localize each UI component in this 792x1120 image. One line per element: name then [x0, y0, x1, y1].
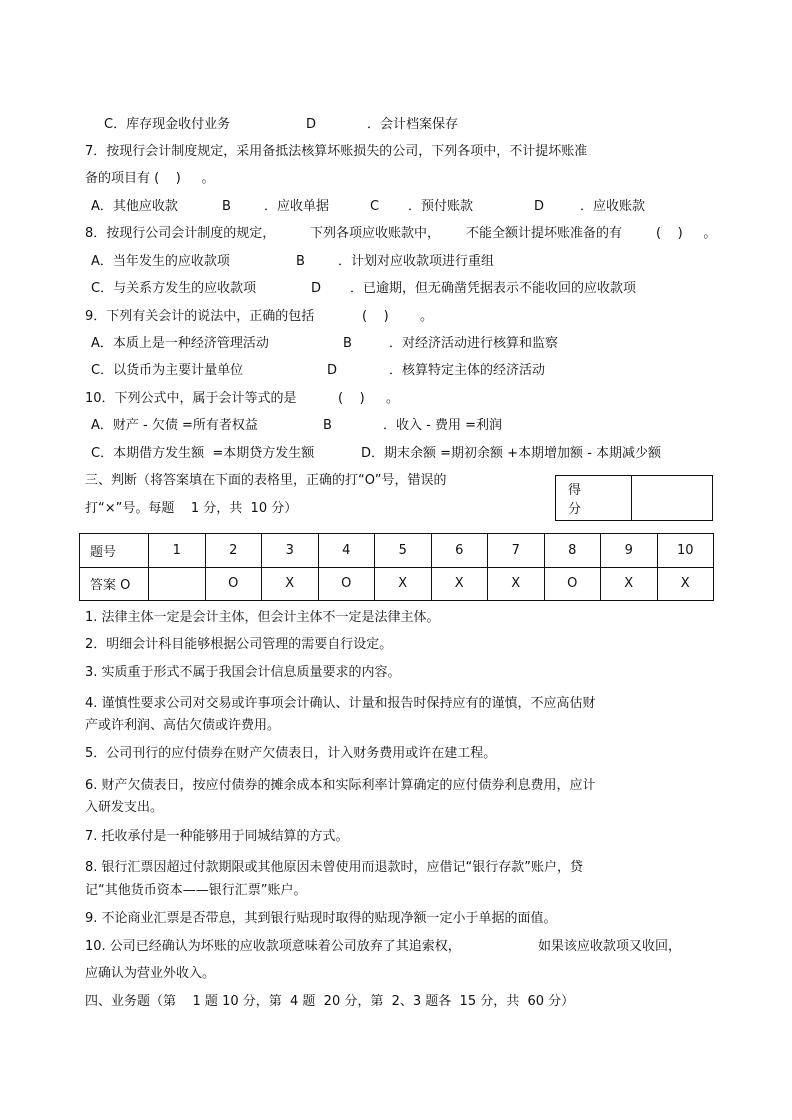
q10-stem: 10．下列公式中，属于会计等式的是 — [85, 391, 297, 406]
q10-option-c: C．本期借方发生额 =本期贷方发生额 — [91, 446, 315, 461]
statement-10-line1-right: 如果该应收款项又收回， — [538, 939, 682, 954]
q8-option-a: A．当年发生的应收款项 — [91, 254, 230, 269]
statement-6-line1: 6. 财产欠债表日，按应付债券的摊余成本和实际利率计算确定的应付债券利息费用，应计 — [85, 778, 596, 793]
answer-cell[interactable]: O — [205, 567, 262, 601]
q7-option-a: A．其他应收款 — [91, 199, 178, 214]
answer-table — [79, 533, 714, 601]
q9-end: 。 — [420, 309, 434, 324]
q7-option-d-text: ．应收账款 — [580, 199, 646, 214]
q9-option-a: A．本质上是一种经济管理活动 — [91, 336, 269, 351]
q10-option-b-text: ．收入 - 费用 =利润 — [383, 418, 502, 433]
q8-option-c: C．与关系方发生的应收款项 — [91, 281, 257, 296]
statement-7: 7. 托收承付是一种能够用于同城结算的方式。 — [85, 829, 349, 844]
answer-cell[interactable]: X — [375, 567, 432, 601]
statement-5: 5．公司刊行的应付债券在财产欠债表日，计入财务费用或许在建工程。 — [85, 746, 497, 761]
question-number-cell: 8 — [544, 534, 601, 568]
answer-cell[interactable]: X — [431, 567, 488, 601]
q6-option-d-text: ．会计档案保存 — [367, 117, 459, 132]
answer-table-number-row — [80, 534, 714, 568]
q9-option-d-text: ．核算特定主体的经济活动 — [389, 363, 546, 378]
score-label: 得分 — [556, 476, 632, 520]
question-number-cell: 1 — [149, 534, 206, 568]
question-number-cell: 7 — [488, 534, 545, 568]
statement-4-line2: 产或许利润、高估欠债或许费用。 — [85, 718, 281, 733]
q10-option-d: D．期末余额 =期初余额 +本期增加额 - 本期减少额 — [361, 446, 662, 461]
q7-option-c-text: ．预付账款 — [408, 199, 474, 214]
q8-stem-part4: ( ) 。 — [656, 226, 717, 241]
section3-title-line1: 三、判断（将答案填在下面的表格里，正确的打“O”号，错误的 — [85, 473, 447, 488]
q7-option-d-letter: D — [534, 199, 545, 214]
q8-stem-part1: 8．按现行公司会计制度的规定， — [85, 226, 276, 241]
q9-option-b-letter: B — [343, 336, 352, 351]
statement-3: 3. 实质重于形式不属于我国会计信息质量要求的内容。 — [85, 665, 401, 680]
q8-stem-part3: 不能全额计提坏账准备的有 — [466, 226, 623, 241]
q9-stem: 9．下列有关会计的说法中，正确的包括 — [85, 309, 315, 324]
question-number-cell: 10 — [657, 534, 714, 568]
answer-cell[interactable]: X — [601, 567, 658, 601]
q8-option-d-letter: D — [311, 281, 322, 296]
section4-title: 四、业务题（第 1 题 10 分，第 4 题 20 分，第 2、3 题各 15 分，共 60 分） — [85, 994, 575, 1009]
q6-option-d-letter: D — [306, 117, 317, 132]
q10-paren: ( ) — [338, 391, 365, 406]
question-number-cell: 2 — [205, 534, 262, 568]
statement-10-line2: 应确认为营业外收入。 — [85, 966, 216, 981]
q7-option-b-text: ．应收单据 — [264, 199, 330, 214]
q6-option-c: C．库存现金收付业务 — [104, 117, 231, 132]
q9-option-c: C．以货币为主要计量单位 — [91, 363, 244, 378]
q8-option-b-text: ．计划对应收款项进行重组 — [338, 254, 495, 269]
section3-title-line2: 打“×”号。每题 1 分，共 10 分） — [85, 501, 298, 516]
statement-10-line1-left: 10. 公司已经确认为坏账的应收款项意味着公司放弃了其追索权， — [85, 939, 461, 954]
question-number-cell: 3 — [262, 534, 319, 568]
q10-option-a: A．财产 - 欠债 =所有者权益 — [91, 418, 258, 433]
question-number-cell: 4 — [318, 534, 375, 568]
q9-option-b-text: ．对经济活动进行核算和监察 — [389, 336, 559, 351]
q8-option-b-letter: B — [296, 254, 305, 269]
statement-4-line1: 4. 谨慎性要求公司对交易或许事项会计确认、计量和报告时保持应有的谨慎，不应高估财 — [85, 696, 596, 711]
q10-option-b-letter: B — [323, 418, 332, 433]
statement-8-line1: 8. 银行汇票因超过付款期限或其他原因未曾使用而退款时，应借记“银行存款”账户，贷 — [85, 860, 584, 875]
answer-header: 答案 O — [80, 567, 149, 601]
q8-option-d-text: ．已逾期，但无确凿凭据表示不能收回的应收款项 — [350, 281, 637, 296]
question-number-cell: 9 — [601, 534, 658, 568]
answer-cell[interactable]: X — [657, 567, 714, 601]
statement-8-line2: 记“其他货币资本——银行汇票”账户。 — [85, 883, 307, 898]
answer-cell[interactable]: O — [318, 567, 375, 601]
q10-end: 。 — [386, 391, 400, 406]
answer-table-answer-row — [80, 567, 714, 601]
answer-cell[interactable]: X — [262, 567, 319, 601]
q7-option-c-letter: C — [370, 199, 380, 214]
q7-option-b-letter: B — [222, 199, 231, 214]
statement-6-line2: 入研发支出。 — [85, 800, 164, 815]
statement-2: 2．明细会计科目能够根据公司管理的需要自行设定。 — [85, 637, 393, 652]
question-number-cell: 5 — [375, 534, 432, 568]
statement-9: 9. 不论商业汇票是否带息，其到银行贴现时取得的贴现净额一定小于单据的面值。 — [85, 911, 557, 926]
score-value-cell[interactable] — [632, 476, 712, 520]
score-box — [555, 475, 713, 521]
q8-stem-part2: 下列各项应收账款中， — [310, 226, 441, 241]
answer-cell[interactable]: O — [544, 567, 601, 601]
q9-option-d-letter: D — [327, 363, 338, 378]
answer-cell[interactable]: X — [488, 567, 545, 601]
question-number-header: 题号 — [80, 534, 149, 568]
answer-cell[interactable] — [149, 567, 206, 601]
q7-stem-line2: 备的项目有 ( ) 。 — [85, 171, 215, 186]
q7-stem-line1: 7．按现行会计制度规定，采用备抵法核算坏账损失的公司，下列各项中，不计提坏账准 — [85, 144, 588, 159]
question-number-cell: 6 — [431, 534, 488, 568]
q9-paren: ( ) — [362, 309, 389, 324]
statement-1: 1. 法律主体一定是会计主体，但会计主体不一定是法律主体。 — [85, 610, 440, 625]
